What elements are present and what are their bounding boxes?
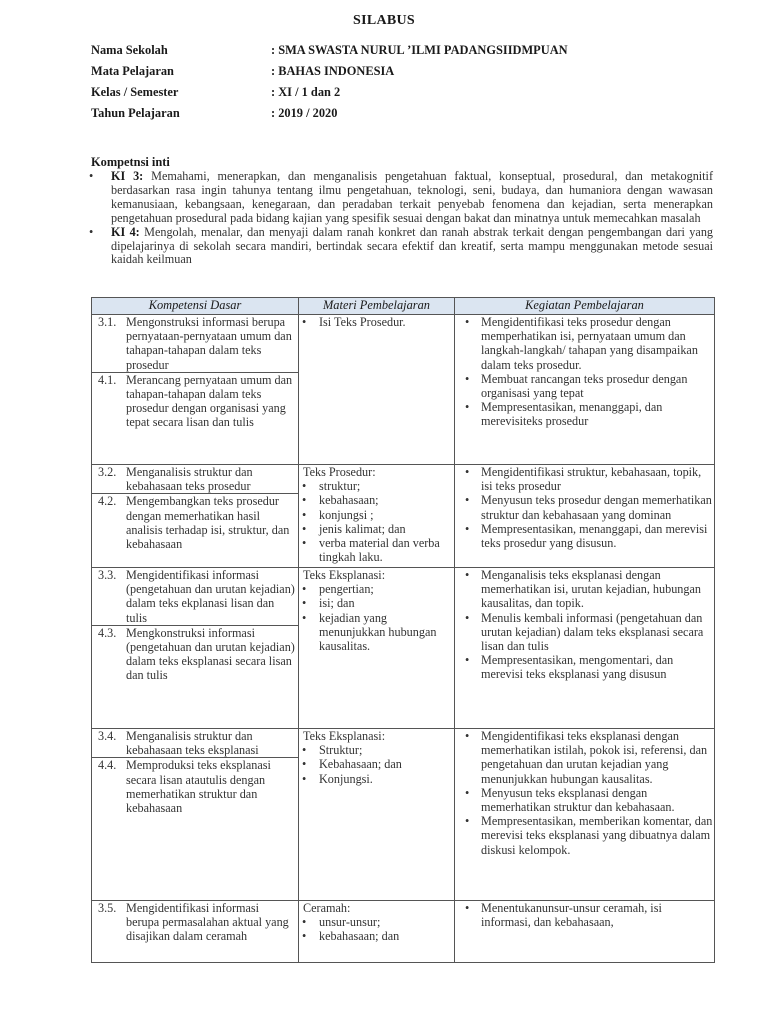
kd-text: Menganalisis struktur dan kebahasaan teks prosedur [126, 465, 253, 494]
identity-label: Tahun Pelajaran [91, 106, 180, 120]
identity-label: Kelas / Semester [91, 85, 179, 99]
materi-heading: Ceramah: [303, 901, 351, 915]
table-row [92, 729, 715, 901]
materi-text: isi; dan [319, 596, 355, 611]
kompetensi-dasar-cell [92, 465, 299, 568]
kegiatan-text: Menulis kembali informasi (pengetahuan dan urutan kejadian) dalam teks eksplanasi secara lisan dan tulis [481, 610, 704, 654]
bullet-icon: • [465, 315, 470, 329]
identity-label: Mata Pelajaran [91, 64, 174, 78]
column-header-kegiatan: Kegiatan Pembelajaran [455, 298, 715, 315]
materi-cell [299, 315, 455, 465]
bullet-icon: • [302, 596, 307, 611]
kompetensi-inti-section [91, 155, 713, 267]
bullet-icon: • [465, 400, 470, 415]
bullet-icon: • [465, 521, 470, 536]
bullet-icon: • [465, 493, 470, 508]
kd-text: Mengonstruksi informasi berupa pernyataan-pernyataan umum dan tahapan-tahapan dalam teks prosedur [126, 315, 292, 372]
kd-text: Memproduksi teks eksplanasi secara lisan atautulis dengan memerhatikan struktur dan kebahasaan [126, 758, 271, 816]
materi-list-item [299, 743, 454, 757]
materi-list-item [299, 522, 454, 536]
bullet-icon: • [302, 315, 307, 329]
kegiatan-cell [455, 568, 715, 729]
bullet-icon: • [465, 465, 470, 479]
column-header-materi: Materi Pembelajaran [299, 298, 455, 315]
identity-value: : 2019 / 2020 [271, 106, 338, 120]
bullet-icon: • [302, 771, 307, 786]
materi-text: pengertian; [319, 582, 374, 597]
table-header-row [92, 298, 715, 315]
kegiatan-text: Membuat rancangan teks prosedur dengan organisasi yang tepat [481, 371, 688, 401]
kd-text: Merancang pernyataan umum dan tahapan-tahapan dalam teks prosedur dengan organisasi yang tepat secara lisan dan tulis [126, 372, 293, 430]
kegiatan-text: Mempresentasikan, mengomentari, dan merevisi teks eksplanasi yang disusun [481, 653, 674, 682]
kegiatan-list-item [455, 493, 714, 521]
identity-label: Nama Sekolah [91, 43, 168, 57]
materi-list-item [299, 493, 454, 507]
materi-text: kebahasaan; dan [319, 929, 400, 944]
kegiatan-list-item [455, 372, 714, 400]
bullet-icon: • [302, 493, 307, 508]
ki-text: Memahami, menerapkan, dan menganalisis pengetahuan faktual, konseptual, prosedural, dan metakognitif berdasarkan rasa ingin tahunya tentang ilmu pengetahuan, teknologi, seni, budaya, dan humaniora dengan wawasan kemanusiaan, kebangsaan, kenegaraan, dan peradaban terkait penyebab fenomena dan kejadian, serta menerapkan pengetahuan prosedural pada bidang kajian yang spesifik sesuai dengan bakat dan minatnya untuk memecahkan masalah [111, 169, 714, 225]
kegiatan-text: Menyusun teks eksplanasi dengan memerhatikan struktur dan kebahasaan. [481, 785, 675, 815]
kegiatan-text: Mengidentifikasi struktur, kebahasaan, topik, isi teks prosedur [481, 465, 702, 494]
table-row [92, 315, 715, 465]
kegiatan-text: Menganalisis teks eksplanasi dengan memerhatikan isi, urutan kejadian, hubungan kausalitas, dan topik. [481, 568, 701, 611]
kd-number: 4.2. [98, 494, 117, 509]
kd-text: Mengkonstruksi informasi (pengetahuan dan urutan kejadian) dalam teks eksplanasi secara lisan dan tulis [126, 625, 295, 683]
materi-text: unsur-unsur; [319, 915, 381, 930]
kd-number: 3.5. [98, 901, 117, 915]
materi-text: struktur; [319, 479, 361, 494]
bullet-icon: • [465, 568, 470, 582]
table-row [92, 901, 715, 963]
bullet-icon: • [302, 743, 307, 758]
bullet-icon: • [302, 536, 307, 551]
page-title: SILABUS [352, 13, 416, 28]
materi-cell [299, 568, 455, 729]
kd-number: 3.4. [98, 729, 117, 743]
identity-row-year [91, 106, 731, 127]
kegiatan-text: Mempresentasikan, menanggapi, dan merevisiteks prosedur [481, 400, 663, 429]
ki-4-item [91, 226, 713, 268]
ki-text: Mengolah, menalar, dan menyaji dalam ranah konkret dan ranah abstrak terkait dengan pengembangan dari yang dipelajarinya di sekolah secara mandiri, bertindak secara efektif dan kreatif, serta mampu menggunakan metode sesuai kaidah keilmuan [111, 224, 714, 267]
kompetensi-inti-heading: Kompetnsi inti [91, 155, 170, 169]
kegiatan-list-item [455, 786, 714, 814]
materi-text: verba material dan verba tingkah laku. [319, 536, 440, 565]
kegiatan-text: Mengidentifikasi teks prosedur dengan memperhatikan isi, pernyataan umum dan langkah-langkah/ tahapan yang disampaikan dalam teks prosedur. [481, 315, 698, 372]
kd-number: 3.3. [98, 568, 117, 582]
bullet-icon: • [302, 507, 307, 522]
materi-list-item [299, 315, 454, 329]
bullet-icon: • [302, 610, 307, 625]
bullet-icon: • [465, 785, 470, 800]
materi-text: Kebahasaan; dan [319, 757, 402, 772]
bullet-icon: • [465, 901, 470, 915]
materi-text: Konjungsi. [319, 771, 373, 786]
ki-key: KI 3: [111, 169, 144, 183]
bullet-icon: • [302, 929, 307, 944]
bullet-icon: • [465, 371, 470, 386]
kegiatan-list-item [455, 901, 714, 929]
bullet-icon: • [89, 224, 94, 239]
materi-cell [299, 901, 455, 963]
kompetensi-dasar-cell [92, 901, 299, 963]
kegiatan-list-item [455, 814, 714, 857]
kd-item [92, 493, 298, 551]
kd-number: 4.1. [98, 372, 117, 387]
kegiatan-list-item [455, 568, 714, 611]
bullet-icon: • [89, 169, 94, 183]
kd-item [92, 901, 298, 944]
materi-list-item [299, 508, 454, 522]
bullet-icon: • [302, 582, 307, 597]
bullet-icon: • [302, 479, 307, 494]
kegiatan-cell [455, 729, 715, 901]
ki-3-item [91, 170, 713, 226]
ki-key: KI 4: [111, 224, 140, 239]
kd-item [92, 372, 298, 430]
materi-text: jenis kalimat; dan [319, 521, 406, 536]
materi-cell [299, 465, 455, 568]
identity-value: : SMA SWASTA NURUL ’ILMI PADANGSIIDMPUAN [271, 43, 568, 57]
kompetensi-dasar-cell [92, 315, 299, 465]
kegiatan-text: Mempresentasikan, memberikan komentar, dan merevisi teks eksplanasi yang dibuatnya dalam diskusi kelompok. [481, 814, 713, 857]
kegiatan-cell [455, 315, 715, 465]
kd-item [92, 625, 298, 683]
bullet-icon: • [302, 757, 307, 772]
materi-text: Struktur; [319, 743, 363, 758]
kd-item [92, 568, 298, 625]
bullet-icon: • [302, 521, 307, 536]
kd-number: 4.3. [98, 625, 117, 640]
kd-text: Menganalisis struktur dan kebahasaan teks eksplanasi [126, 729, 259, 758]
kegiatan-list-item [455, 315, 714, 372]
identity-row-class [91, 85, 731, 106]
materi-list-item [299, 582, 454, 596]
kd-text: Mengidentifikasi informasi berupa permasalahan aktual yang disajikan dalam ceramah [126, 901, 289, 944]
identity-row-subject [91, 64, 731, 85]
table-row [92, 465, 715, 568]
identity-row-school [91, 43, 731, 64]
kd-text: Mengidentifikasi informasi (pengetahuan dan urutan kejadian) dalam teks ekplanasi lisan dan tulis [126, 568, 295, 625]
materi-text: kejadian yang menunjukkan hubungan kausalitas. [319, 610, 437, 654]
kd-item [92, 315, 298, 372]
materi-list-item [299, 611, 454, 654]
materi-list-item [299, 929, 454, 943]
kd-number: 3.1. [98, 315, 117, 329]
materi-text: kebahasaan; [319, 493, 379, 508]
materi-list-item [299, 757, 454, 771]
materi-heading: Teks Prosedur: [303, 465, 376, 479]
kegiatan-list-item [455, 465, 714, 493]
materi-list-item [299, 596, 454, 610]
materi-cell [299, 729, 455, 901]
bullet-icon: • [465, 814, 470, 829]
kd-item [92, 465, 298, 493]
kegiatan-cell [455, 901, 715, 963]
kegiatan-list-item [455, 611, 714, 654]
kd-number: 4.4. [98, 758, 117, 773]
syllabus-table [91, 297, 715, 963]
column-header-kompetensi-dasar: Kompetensi Dasar [92, 298, 299, 315]
bullet-icon: • [302, 915, 307, 930]
kompetensi-dasar-cell [92, 729, 299, 901]
identity-value: : BAHAS INDONESIA [271, 64, 395, 78]
identity-value: : XI / 1 dan 2 [271, 85, 341, 99]
materi-list-item [299, 479, 454, 493]
table-row [92, 568, 715, 729]
kegiatan-text: Mengidentifikasi teks eksplanasi dengan memerhatikan istilah, pokok isi, referensi, dan pengetahuan dan urutan kejadian yang menunjukkan hubungan kausalitas. [481, 729, 708, 786]
materi-list-item [299, 772, 454, 786]
kd-item [92, 729, 298, 757]
kegiatan-list-item [455, 653, 714, 681]
materi-heading: Teks Eksplanasi: [303, 729, 386, 743]
kegiatan-list-item [455, 400, 714, 428]
materi-text: Isi Teks Prosedur. [319, 315, 406, 329]
bullet-icon: • [465, 610, 470, 625]
bullet-icon: • [465, 653, 470, 668]
kegiatan-list-item [455, 729, 714, 786]
kegiatan-text: Menentukanunsur-unsur ceramah, isi informasi, dan kebahasaan, [481, 901, 662, 930]
identity-block [91, 43, 731, 127]
kd-text: Mengembangkan teks prosedur dengan memerhatikan hasil analisis terhadap isi, struktur, dan kebahasaan [126, 494, 290, 552]
materi-heading: Teks Eksplanasi: [303, 568, 386, 582]
kegiatan-text: Mempresentasikan, menanggapi, dan merevisi teks prosedur yang disusun. [481, 521, 708, 551]
kegiatan-list-item [455, 522, 714, 550]
materi-text: konjungsi ; [319, 507, 374, 522]
kd-number: 3.2. [98, 465, 117, 479]
bullet-icon: • [465, 729, 470, 743]
kd-item [92, 757, 298, 815]
materi-list-item [299, 915, 454, 929]
materi-list-item [299, 536, 454, 564]
kegiatan-text: Menyusun teks prosedur dengan memerhatikan struktur dan kebahasaan yang dominan [481, 493, 712, 522]
kegiatan-cell [455, 465, 715, 568]
kompetensi-dasar-cell [92, 568, 299, 729]
